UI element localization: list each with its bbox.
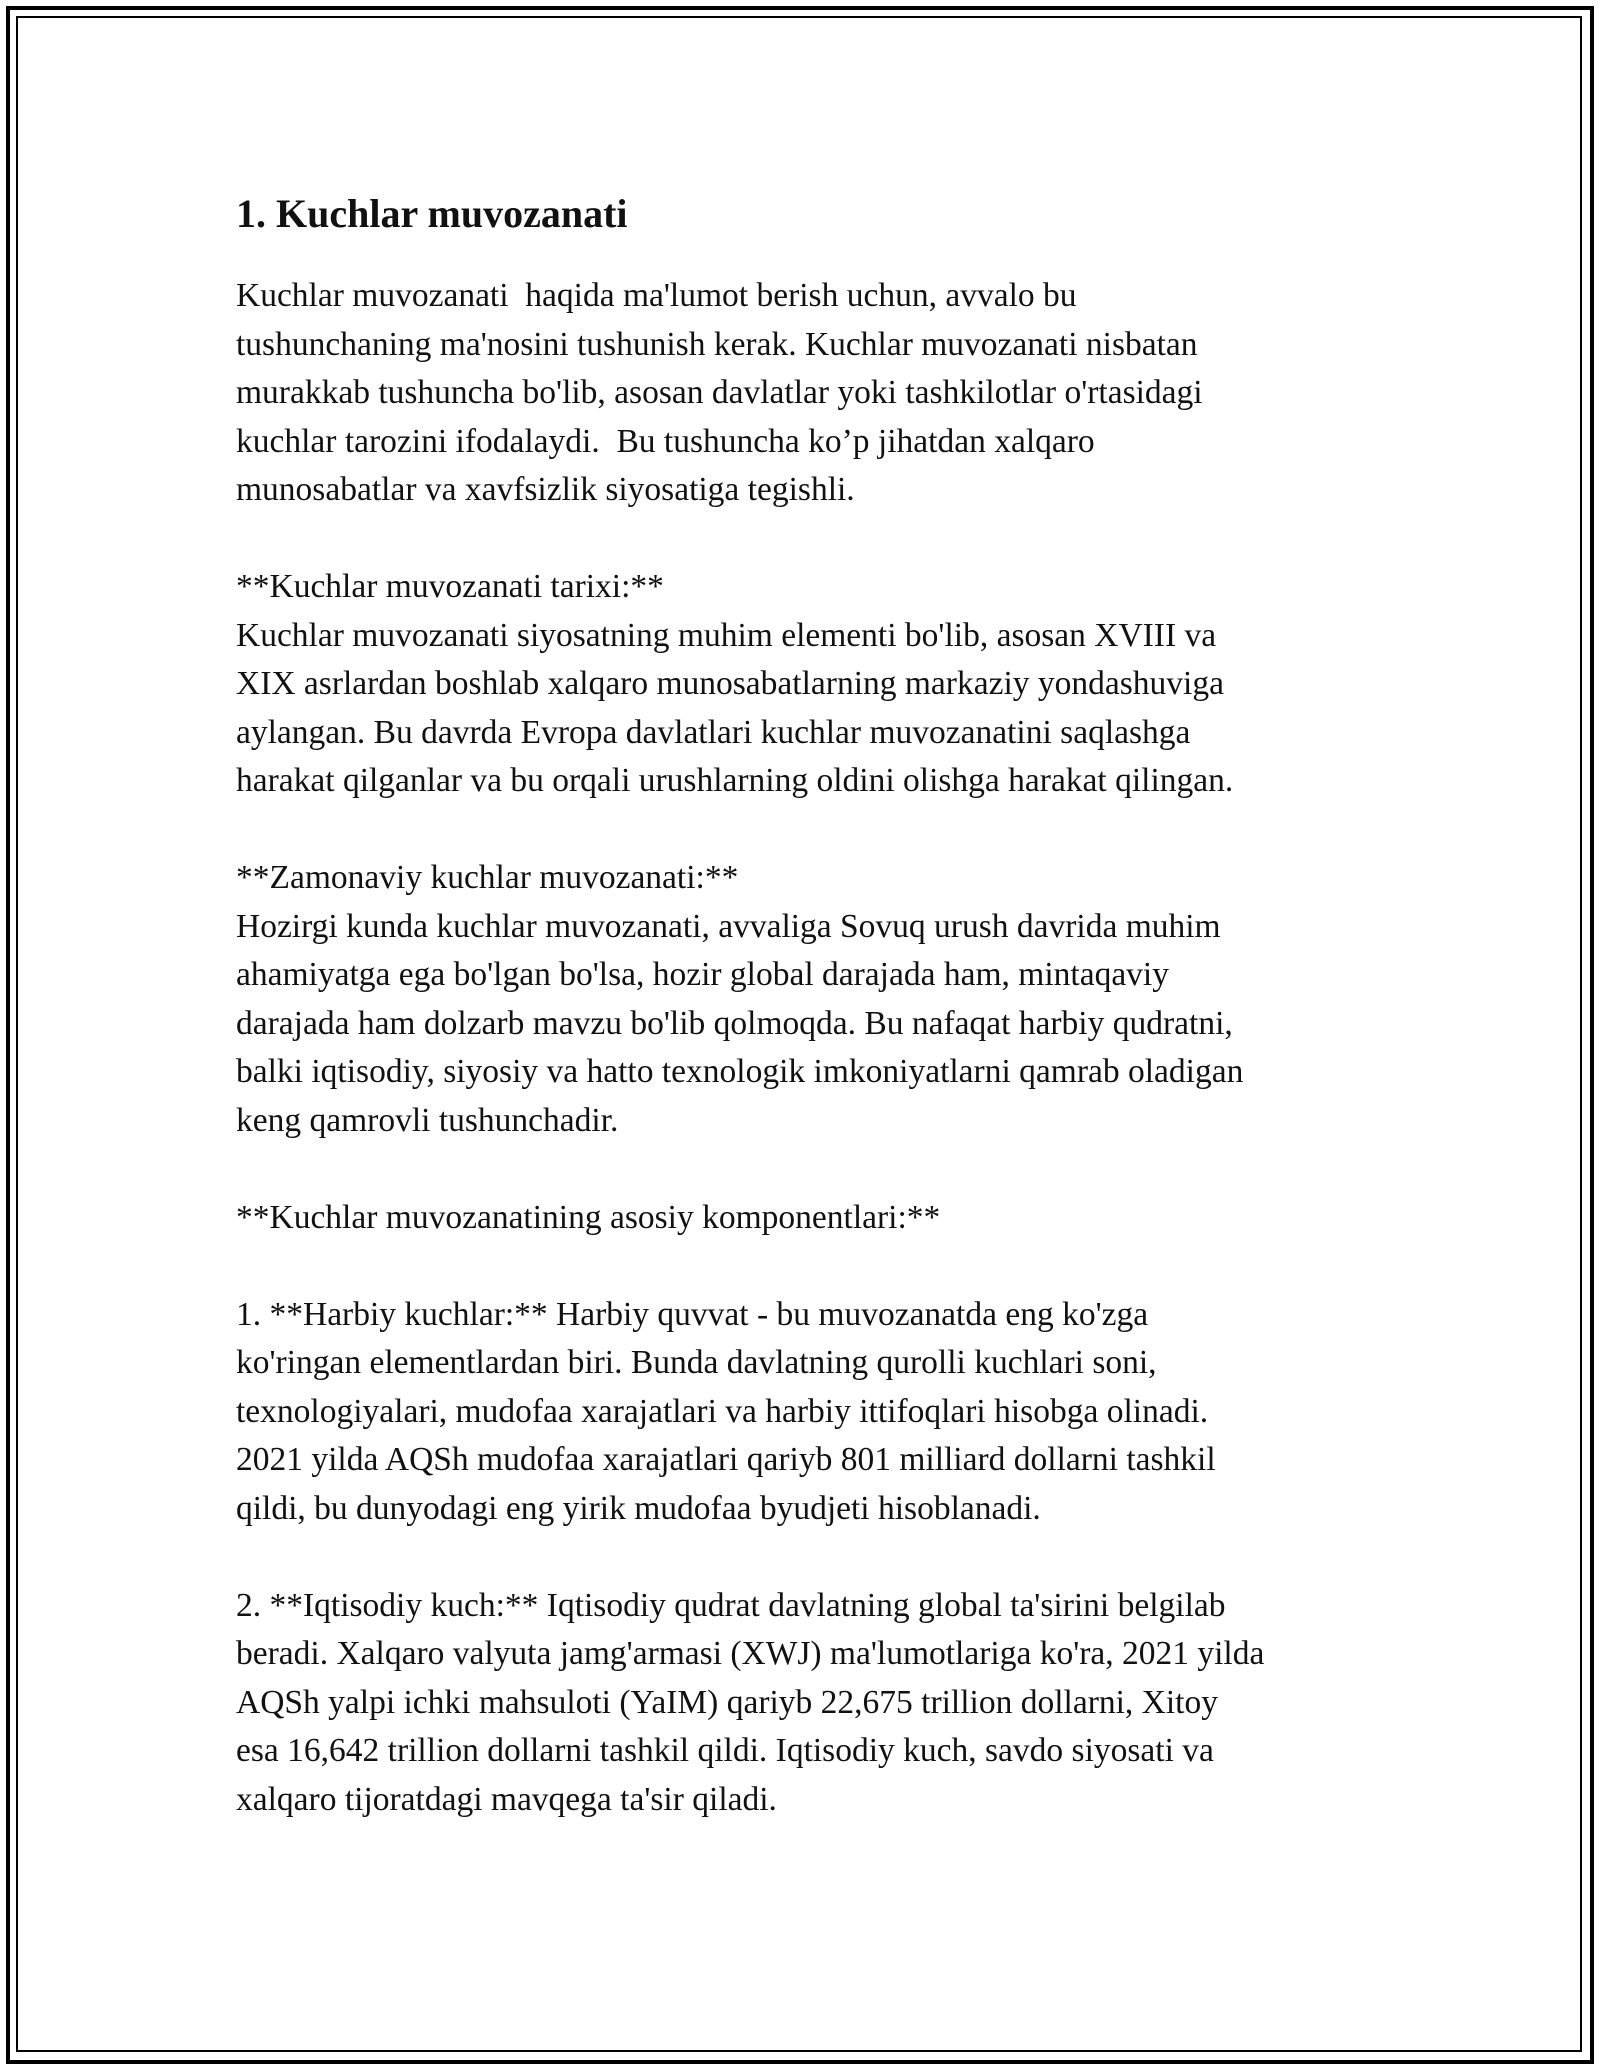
paragraph-spacer [236, 515, 1366, 564]
paragraph-spacer [236, 1533, 1366, 1582]
military-paragraph: 1. **Harbiy kuchlar:** Harbiy quvvat - bu muvozanatda eng ko'zga ko'ringan elementlardan biri. Bunda davlatning qurolli kuchlari soni, texnologiyalari, mudofaa xarajatlari va harbiy ittifoqlari hisobga olinadi. 2021 yilda AQSh mudofaa xarajatlari qariyb 801 milliard dollarni tashkil qildi, bu dunyodagi eng yirik mudofaa byudjeti hisoblanadi. [236, 1295, 1216, 1527]
document-body [236, 186, 1366, 1824]
modern-paragraph: **Zamonaviy kuchlar muvozanati:** Hozirgi kunda kuchlar muvozanati, avvaliga Sovuq urush davrida muhim ahamiyatga ega bo'lgan bo'lsa, hozir global darajada ham, mintaqaviy darajada ham dolzarb mavzu bo'lib qolmoqda. Bu nafaqat harbiy qudratni, balki iqtisodiy, siyosiy va hatto texnologik imkoniyatlarni qamrab oladigan keng qamrovli tushunchadir. [236, 859, 1244, 1139]
history-paragraph: **Kuchlar muvozanati tarixi:** Kuchlar muvozanati siyosatning muhim elementi bo'lib, asosan XVIII va XIX asrlardan boshlab xalqaro munosabatlarning markaziy yondashuviga aylangan. Bu davrda Evropa davlatlari kuchlar muvozanatini saqlashga harakat qilganlar va bu orqali urushlarning oldini olishga harakat qilingan. [236, 568, 1234, 799]
economic-paragraph: 2. **Iqtisodiy kuch:** Iqtisodiy qudrat davlatning global ta'sirini belgilab beradi. Xalqaro valyuta jamg'armasi (XWJ) ma'lumotlariga ko'ra, 2021 yilda AQSh yalpi ichki mahsuloti (YaIM) qariyb 22,675 trillion dollarni, Xitoy esa 16,642 trillion dollarni tashkil qildi. Iqtisodiy kuch, savdo siyosati va xalqaro tijoratdagi mavqega ta'sir qiladi. [236, 1586, 1265, 1818]
paragraph-spacer [236, 806, 1366, 855]
section-heading: 1. Kuchlar muvozanati [236, 191, 628, 236]
intro-paragraph: Kuchlar muvozanati haqida ma'lumot berish uchun, avvalo bu tushunchaning ma'nosini tushunish kerak. Kuchlar muvozanati nisbatan murakkab tushuncha bo'lib, asosan davlatlar yoki tashkilotlar o'rtasidagi kuchlar tarozini ifodalaydi. Bu tushuncha ko’p jihatdan xalqaro munosabatlar va xavfsizlik siyosatiga tegishli. [236, 277, 1203, 508]
paragraph-spacer [236, 1145, 1366, 1194]
components-heading: **Kuchlar muvozanatining asosiy komponentlari:** [236, 1198, 941, 1236]
paragraph-spacer [236, 1242, 1366, 1291]
